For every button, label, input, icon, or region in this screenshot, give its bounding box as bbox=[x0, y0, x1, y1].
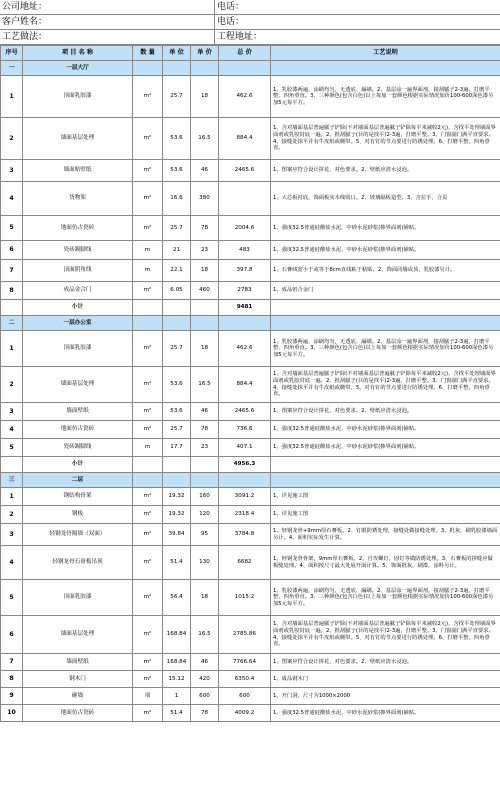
table-row bbox=[1, 524, 500, 546]
item-name: 墙面基层处理 bbox=[23, 118, 133, 160]
table-row bbox=[1, 241, 500, 260]
table-row bbox=[1, 506, 500, 524]
empty-cell bbox=[191, 473, 219, 488]
row-number: 5 bbox=[1, 216, 23, 241]
item-unit: 项 bbox=[133, 688, 163, 705]
empty-cell bbox=[1, 457, 23, 473]
item-unit-price: 160 bbox=[191, 488, 219, 506]
item-quantity: 53.6 bbox=[163, 160, 191, 182]
row-number: 3 bbox=[1, 160, 23, 182]
col-header-no: 序号 bbox=[1, 46, 23, 61]
empty-cell bbox=[133, 473, 163, 488]
empty-cell bbox=[271, 457, 500, 473]
item-total: 7766.64 bbox=[219, 654, 271, 671]
item-description: 1、强度32.5普通硅酸盐水泥、中砂水泥砂浆(掺界面剂)铺贴。 bbox=[271, 216, 500, 241]
item-unit-price: 95 bbox=[191, 524, 219, 546]
table-row bbox=[1, 546, 500, 580]
row-number: 7 bbox=[1, 654, 23, 671]
section-title: 二层 bbox=[23, 473, 133, 488]
item-unit: m bbox=[133, 260, 163, 282]
item-unit-price: 78 bbox=[191, 705, 219, 722]
empty-cell bbox=[163, 61, 191, 76]
table-row bbox=[1, 160, 500, 182]
table-row bbox=[1, 216, 500, 241]
item-name: 成品金合门 bbox=[23, 282, 133, 300]
item-name: 墙面贴壁纸 bbox=[23, 160, 133, 182]
table-row bbox=[1, 671, 500, 688]
empty-cell bbox=[133, 300, 163, 316]
item-unit-price: 120 bbox=[191, 506, 219, 524]
item-unit-price: 420 bbox=[191, 671, 219, 688]
item-description: 1、开门洞，尺寸为1000×2000 bbox=[271, 688, 500, 705]
item-quantity: 168.84 bbox=[163, 616, 191, 654]
item-description: 1、乳胶漆两遍，涂刷均匀，无透底、漏刷。2、基层涂一遍界面剂，接刮腻子2-3遍，打磨平整，四角垂直。3、三种颜色(包含白色)以上每加一套颜色根据实际情况加价100-600深色漆另加5元每平方。 bbox=[271, 76, 500, 118]
table-row bbox=[1, 488, 500, 506]
item-unit-price: 23 bbox=[191, 241, 219, 260]
item-unit-price: 16.5 bbox=[191, 367, 219, 403]
item-description: 1、图案应符合设计拼花，对色要求。2、壁纸应清水浸泡。 bbox=[271, 654, 500, 671]
item-unit-price: 600 bbox=[191, 688, 219, 705]
item-description: 1、乳胶漆两遍，涂刷均匀，无透底、漏刷。2、基层涂一遍界面剂，接刮腻子2-3遍，打磨平整，四角垂直。3、三种颜色(包含白色)以上每加一套颜色根据实际情况加价100-600深色漆另加5元每平方。 bbox=[271, 580, 500, 616]
item-unit: m² bbox=[133, 403, 163, 421]
row-number: 8 bbox=[1, 671, 23, 688]
quotation-table bbox=[0, 45, 500, 722]
item-total: 2785.86 bbox=[219, 616, 271, 654]
row-number: 2 bbox=[1, 367, 23, 403]
item-description: 1、详见施工图 bbox=[271, 506, 500, 524]
item-total: 462.6 bbox=[219, 331, 271, 367]
item-unit: m² bbox=[133, 367, 163, 403]
empty-cell bbox=[1, 300, 23, 316]
item-unit-price: 78 bbox=[191, 216, 219, 241]
item-quantity: 53.6 bbox=[163, 403, 191, 421]
row-number: 6 bbox=[1, 241, 23, 260]
item-description: 1、轻钢龙骨+9mm厚石膏板。2、钉眼防锈处理，接缝处做接缝处理。3、批灰，刷乳胶漆墙面另计。4、面积实际发生计算。 bbox=[271, 524, 500, 546]
item-total: 736.6 bbox=[219, 421, 271, 439]
item-name: 顶面乳胶漆 bbox=[23, 580, 133, 616]
item-quantity: 16.6 bbox=[163, 182, 191, 216]
item-total: 2465.6 bbox=[219, 403, 271, 421]
item-unit: m² bbox=[133, 331, 163, 367]
item-unit: m² bbox=[133, 654, 163, 671]
table-row bbox=[1, 705, 500, 722]
item-quantity: 25.7 bbox=[163, 421, 191, 439]
row-number: 4 bbox=[1, 546, 23, 580]
item-description: 1、成品铝合金门 bbox=[271, 282, 500, 300]
empty-cell bbox=[271, 300, 500, 316]
item-unit: m² bbox=[133, 616, 163, 654]
item-quantity: 51.4 bbox=[163, 705, 191, 722]
col-header-price: 单 价 bbox=[191, 46, 219, 61]
item-name: 墙面基层处理 bbox=[23, 616, 133, 654]
item-name: 瓷砖踢脚线 bbox=[23, 439, 133, 457]
col-header-total: 总 价 bbox=[219, 46, 271, 61]
col-header-desc: 工艺说明 bbox=[271, 46, 500, 61]
table-row bbox=[1, 331, 500, 367]
item-unit: m bbox=[133, 439, 163, 457]
item-quantity: 168.84 bbox=[163, 654, 191, 671]
item-unit: m² bbox=[133, 705, 163, 722]
item-description: 1、详见施工图 bbox=[271, 488, 500, 506]
phone-label-2: 电话： bbox=[214, 15, 500, 30]
table-row bbox=[1, 654, 500, 671]
empty-cell bbox=[191, 61, 219, 76]
item-unit-price: 18 bbox=[191, 76, 219, 118]
row-number: 5 bbox=[1, 580, 23, 616]
item-description: 1、轻钢龙骨骨架，9mm厚石膏板。2、自攻螺钉，固钉等做防锈处理。3、石膏板的拼缝应做板缝处理。4、面积按尺寸最大处展开面计算。5、饰面批灰，刷漆，涂料另计。 bbox=[271, 546, 500, 580]
item-quantity: 56.4 bbox=[163, 580, 191, 616]
row-number: 5 bbox=[1, 439, 23, 457]
item-unit-price: 46 bbox=[191, 654, 219, 671]
item-total: 3091.2 bbox=[219, 488, 271, 506]
section-number: 三 bbox=[1, 473, 23, 488]
item-unit: m² bbox=[133, 671, 163, 688]
item-name: 货物架 bbox=[23, 182, 133, 216]
subtotal-value: 9481 bbox=[219, 300, 271, 316]
item-unit: m² bbox=[133, 421, 163, 439]
item-name: 墙面壁纸 bbox=[23, 403, 133, 421]
item-unit: m² bbox=[133, 506, 163, 524]
item-quantity: 1 bbox=[163, 688, 191, 705]
item-unit: m² bbox=[133, 546, 163, 580]
item-total: 483 bbox=[219, 241, 271, 260]
item-unit: m² bbox=[133, 160, 163, 182]
item-name: 瓷砖踢脚线 bbox=[23, 241, 133, 260]
subtotal-row bbox=[1, 300, 500, 316]
row-number: 6 bbox=[1, 616, 23, 654]
process-method-label: 工艺做法： bbox=[0, 30, 214, 45]
item-quantity: 6.05 bbox=[163, 282, 191, 300]
empty-cell bbox=[271, 61, 500, 76]
item-quantity: 15.12 bbox=[163, 671, 191, 688]
empty-cell bbox=[163, 457, 191, 473]
table-row bbox=[1, 182, 500, 216]
subtotal-value: 4956.3 bbox=[219, 457, 271, 473]
item-name: 钢结构骨架 bbox=[23, 488, 133, 506]
empty-cell bbox=[163, 473, 191, 488]
item-unit-price: 130 bbox=[191, 546, 219, 580]
item-quantity: 25.7 bbox=[163, 216, 191, 241]
item-total: 1015.2 bbox=[219, 580, 271, 616]
empty-cell bbox=[271, 316, 500, 331]
item-unit: m² bbox=[133, 524, 163, 546]
item-total: 6682 bbox=[219, 546, 271, 580]
row-number: 4 bbox=[1, 421, 23, 439]
row-number: 7 bbox=[1, 260, 23, 282]
item-unit-price: 18 bbox=[191, 331, 219, 367]
empty-cell bbox=[191, 316, 219, 331]
item-quantity: 51.4 bbox=[163, 546, 191, 580]
empty-cell bbox=[219, 316, 271, 331]
col-header-qty: 数 量 bbox=[133, 46, 163, 61]
item-total: 407.1 bbox=[219, 439, 271, 457]
item-description: 1、强度32.5普通硅酸盐水泥、中砂水泥砂浆(掺界面剂)铺贴。 bbox=[271, 421, 500, 439]
item-quantity: 19.32 bbox=[163, 506, 191, 524]
section-row bbox=[1, 61, 500, 76]
item-unit-price: 18 bbox=[191, 580, 219, 616]
empty-cell bbox=[219, 473, 271, 488]
row-number: 1 bbox=[1, 76, 23, 118]
table-row bbox=[1, 76, 500, 118]
empty-cell bbox=[191, 457, 219, 473]
company-address-label: 公司地址： bbox=[0, 0, 214, 15]
table-row bbox=[1, 403, 500, 421]
item-total: 6350.4 bbox=[219, 671, 271, 688]
table-row bbox=[1, 439, 500, 457]
item-unit: m² bbox=[133, 580, 163, 616]
item-quantity: 25.7 bbox=[163, 331, 191, 367]
item-unit-price: 460 bbox=[191, 282, 219, 300]
table-row bbox=[1, 260, 500, 282]
item-total: 884.4 bbox=[219, 118, 271, 160]
subtotal-label: 小计 bbox=[23, 300, 133, 316]
row-number: 9 bbox=[1, 688, 23, 705]
row-number: 3 bbox=[1, 403, 23, 421]
item-description: 1、含对墙面基层普遍腻子铲除(不对墙面基层普遍腻子铲除每平米减收2元)，含找平处理墙面界面剂或乳胶封底一遍。2、批刮腻子(目的是找平)2-3遍，打磨平整。3、门窗副门满平直要求。4、接缝处抹平并有牛皮纸或绷带。5、对有钉的节点要进行防锈处理。6、打磨平整，四角垂直。 bbox=[271, 367, 500, 403]
item-name: 顶面阴角线 bbox=[23, 260, 133, 282]
item-unit: m² bbox=[133, 216, 163, 241]
subtotal-row bbox=[1, 457, 500, 473]
item-unit: m² bbox=[133, 118, 163, 160]
item-total: 2783 bbox=[219, 282, 271, 300]
item-unit-price: 18 bbox=[191, 260, 219, 282]
col-header-name: 项 目 名 称 bbox=[23, 46, 133, 61]
item-quantity: 22.1 bbox=[163, 260, 191, 282]
row-number: 1 bbox=[1, 331, 23, 367]
empty-cell bbox=[163, 300, 191, 316]
customer-name-label: 客户姓名： bbox=[0, 15, 214, 30]
item-name: 顶面乳胶漆 bbox=[23, 76, 133, 118]
empty-cell bbox=[191, 300, 219, 316]
table-header-row bbox=[1, 46, 500, 61]
item-description: 1、图案应符合设计拼花，对色要求。2、壁纸应清水浸泡。 bbox=[271, 160, 500, 182]
item-total: 2465.6 bbox=[219, 160, 271, 182]
item-name: 墙面基层处理 bbox=[23, 367, 133, 403]
item-unit-price: 46 bbox=[191, 160, 219, 182]
item-name: 轻钢龙骨隔墙（双面） bbox=[23, 524, 133, 546]
table-row bbox=[1, 580, 500, 616]
item-name: 轻钢龙骨石膏板吊顶 bbox=[23, 546, 133, 580]
item-quantity: 53.6 bbox=[163, 118, 191, 160]
item-name: 钢木门 bbox=[23, 671, 133, 688]
item-unit-price: 78 bbox=[191, 421, 219, 439]
item-total: 600 bbox=[219, 688, 271, 705]
item-name: 地面仿古瓷砖 bbox=[23, 216, 133, 241]
empty-cell bbox=[133, 61, 163, 76]
section-row bbox=[1, 316, 500, 331]
item-unit: m² bbox=[133, 282, 163, 300]
item-quantity: 21 bbox=[163, 241, 191, 260]
item-description: 1、强度32.5普通硅酸盐水泥、中砂水泥砂浆(掺界面剂)铺贴。 bbox=[271, 705, 500, 722]
table-body bbox=[1, 61, 500, 722]
item-total: 2004.6 bbox=[219, 216, 271, 241]
table-row bbox=[1, 616, 500, 654]
item-unit: m² bbox=[133, 76, 163, 118]
table-row bbox=[1, 282, 500, 300]
item-unit-price: 23 bbox=[191, 439, 219, 457]
header-info bbox=[0, 0, 500, 45]
item-quantity: 25.7 bbox=[163, 76, 191, 118]
section-title: 一层大厅 bbox=[23, 61, 133, 76]
col-header-unit: 单 位 bbox=[163, 46, 191, 61]
item-total bbox=[219, 182, 271, 216]
item-name: 顶面乳胶漆 bbox=[23, 331, 133, 367]
item-total: 397.8 bbox=[219, 260, 271, 282]
row-number: 4 bbox=[1, 182, 23, 216]
item-name: 地面仿古瓷砖 bbox=[23, 421, 133, 439]
section-number: 二 bbox=[1, 316, 23, 331]
item-description: 1、乳胶漆两遍，涂刷均匀，无透底、漏刷。2、基层涂一遍界面剂，接刮腻子2-3遍，打磨平整，四角垂直。3、三种颜色(包含白色)以上每加一套颜色根据实际情况加价100-600深色漆另加5元每平方。 bbox=[271, 331, 500, 367]
item-description: 1、图案应符合设计拼花，对色要求。2、壁纸应清水浸泡。 bbox=[271, 403, 500, 421]
row-number: 10 bbox=[1, 705, 23, 722]
phone-label: 电话： bbox=[214, 0, 500, 15]
section-row bbox=[1, 473, 500, 488]
item-quantity: 39.84 bbox=[163, 524, 191, 546]
section-title: 一层办公室 bbox=[23, 316, 133, 331]
empty-cell bbox=[219, 61, 271, 76]
empty-cell bbox=[271, 473, 500, 488]
item-unit-price: 16.5 bbox=[191, 616, 219, 654]
row-number: 8 bbox=[1, 282, 23, 300]
item-total: 4009.2 bbox=[219, 705, 271, 722]
item-unit: m² bbox=[133, 488, 163, 506]
item-description: 1、石膏线宽小于或等于8cm直线粘于粘贴。2、饰面同墙或顶，乳胶漆另计。 bbox=[271, 260, 500, 282]
item-name: 地面仿古瓷砖 bbox=[23, 705, 133, 722]
table-row bbox=[1, 421, 500, 439]
row-number: 3 bbox=[1, 524, 23, 546]
table-row bbox=[1, 118, 500, 160]
table-row bbox=[1, 688, 500, 705]
item-name: 钢板 bbox=[23, 506, 133, 524]
empty-cell bbox=[163, 316, 191, 331]
item-unit: m bbox=[133, 241, 163, 260]
item-unit-price: 46 bbox=[191, 403, 219, 421]
item-total: 2318.4 bbox=[219, 506, 271, 524]
project-address-label: 工程地址： bbox=[214, 30, 500, 45]
table-row bbox=[1, 367, 500, 403]
empty-cell bbox=[133, 316, 163, 331]
item-description: 1、强度32.5普通硅酸盐水泥、中砂水泥砂浆(掺界面剂)铺贴。 bbox=[271, 241, 500, 260]
item-unit-price: 16.5 bbox=[191, 118, 219, 160]
item-description: 1、强度32.5普通硅酸盐水泥、中砂水泥砂浆(掺界面剂)铺贴。 bbox=[271, 439, 500, 457]
empty-cell bbox=[133, 457, 163, 473]
item-description: 1、成品钢木门 bbox=[271, 671, 500, 688]
item-description: 1、含对墙面基层普遍腻子铲除(不对墙面基层普遍腻子铲除每平米减收2元)，含找平处理墙面界面剂或乳胶封底一遍。2、批刮腻子(目的是找平)2-3遍，打磨平整。3、门窗副门满平直要求。4、接缝处抹平并有牛皮纸或绷带。5、对有钉的节点要进行防锈处理。6、打磨平整，四角垂直。 bbox=[271, 118, 500, 160]
item-total: 884.4 bbox=[219, 367, 271, 403]
row-number: 2 bbox=[1, 506, 23, 524]
item-total: 3784.8 bbox=[219, 524, 271, 546]
item-unit: m² bbox=[133, 182, 163, 216]
item-total: 462.6 bbox=[219, 76, 271, 118]
item-name: 砸墙 bbox=[23, 688, 133, 705]
section-number: 一 bbox=[1, 61, 23, 76]
item-quantity: 19.32 bbox=[163, 488, 191, 506]
item-name: 墙面壁纸 bbox=[23, 654, 133, 671]
subtotal-label: 小计 bbox=[23, 457, 133, 473]
item-quantity: 53.6 bbox=[163, 367, 191, 403]
row-number: 1 bbox=[1, 488, 23, 506]
item-description: 1、含对墙面基层普遍腻子铲除(不对墙面基层普遍腻子铲除每平米减收2元)，含找平处理墙面界面剂或乳胶封底一遍。2、批刮腻子(目的是找平)2-3遍，打磨平整。3、门窗副门满平直要求。4、接缝处抹平并有牛皮纸或绷带。5、对有钉的节点要进行防锈处理。6、打磨平整，四角垂直。 bbox=[271, 616, 500, 654]
item-unit-price: 380 bbox=[191, 182, 219, 216]
item-description: 1、大芯板衬底，饰面板实木线收口。2、玻璃隔板造型。3、含拉手、合页 bbox=[271, 182, 500, 216]
item-quantity: 17.7 bbox=[163, 439, 191, 457]
row-number: 2 bbox=[1, 118, 23, 160]
